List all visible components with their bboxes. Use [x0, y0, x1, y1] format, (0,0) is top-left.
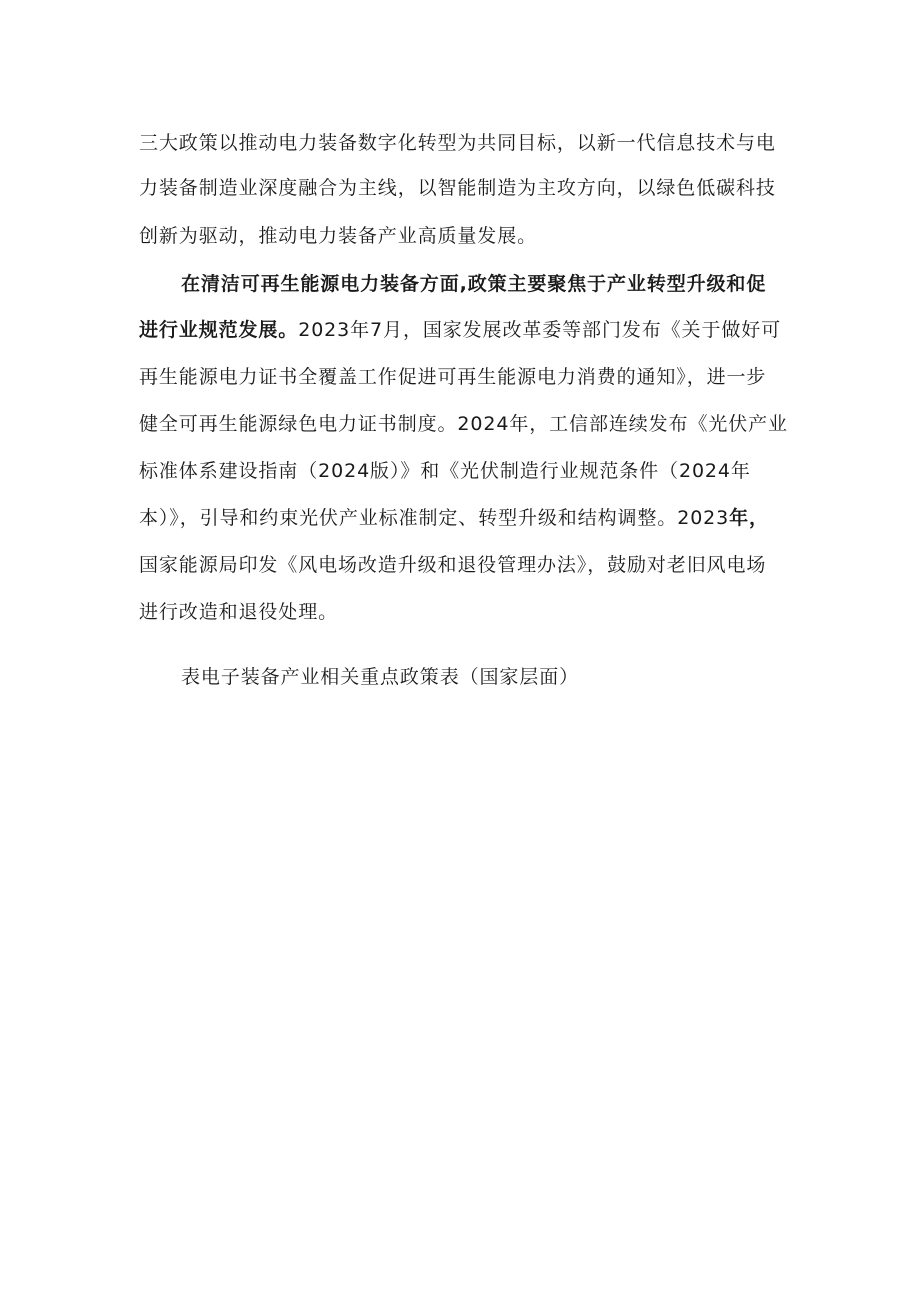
paragraph-2-lead-line: 在清洁可再生能源电力装备方面,政策主要聚焦于产业转型升级和促: [181, 273, 767, 295]
paragraph-2-line-4: 健全可再生能源绿色电力证书制度。2024年，工信部连续发布《光伏产业: [139, 413, 788, 435]
paragraph-2-line-5: 标准体系建设指南（2024版）》和《光伏制造行业规范条件（2024年: [139, 460, 751, 482]
table-caption: 表电子装备产业相关重点政策表（国家层面）: [181, 666, 580, 688]
paragraph-1-line-3: 创新为驱动，推动电力装备产业高质量发展。: [139, 225, 538, 247]
paragraph-2-line-8: 进行改造和退役处理。: [139, 601, 339, 623]
paragraph-1-line-2: 力装备制造业深度融合为主线，以智能制造为主攻方向，以绿色低碳科技: [139, 177, 776, 199]
paragraph-1-line-1: 三大政策以推动电力装备数字化转型为共同目标，以新一代信息技术与电: [139, 132, 776, 154]
paragraph-2-line-7: 国家能源局印发《风电场改造升级和退役管理办法》，鼓励对老旧风电场: [139, 554, 767, 576]
paragraph-2-line-6: [139, 503, 769, 533]
paragraph-2-line-6-text: 本）》，引导和约束光伏产业标准制定、转型升级和结构调整。2023: [139, 507, 730, 529]
paragraph-2-line-2: [139, 315, 781, 345]
paragraph-2-line-6-bold: 年，: [729, 507, 769, 529]
paragraph-2-line-3: 再生能源电力证书全覆盖工作促进可再生能源电力消费的通知》，进一步: [139, 366, 767, 388]
paragraph-2-lead-end: 进行业规范发展。: [139, 319, 299, 341]
paragraph-2-line-2-text: 2023年7月，国家发展改革委等部门发布《关于做好可: [298, 319, 782, 341]
